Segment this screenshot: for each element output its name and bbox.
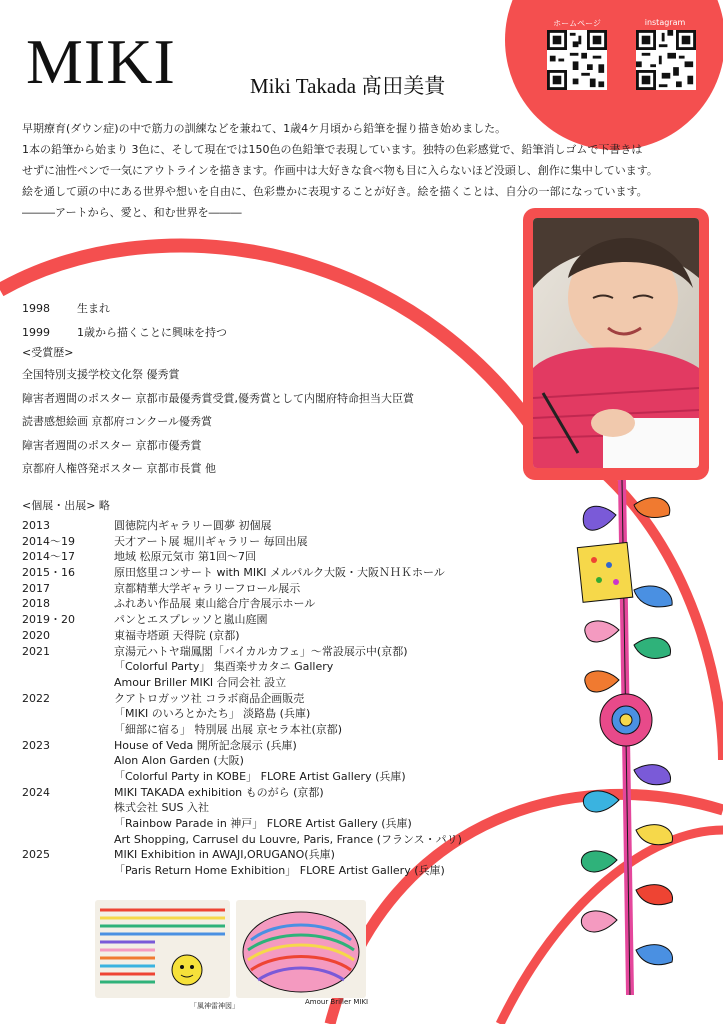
instagram-qr-code[interactable] bbox=[636, 30, 696, 90]
event: 東福寺塔頭 天得院 (京都) bbox=[114, 628, 240, 642]
event: パンとエスプレッソと嵐山庭園 bbox=[114, 613, 268, 627]
event: 京湯元ハトヤ瑞鳳閣「バイカルカフェ」〜常設展示中(京都) bbox=[114, 644, 408, 658]
year bbox=[22, 706, 114, 722]
qr-icon bbox=[636, 30, 696, 90]
table-row bbox=[22, 549, 462, 565]
event: House of Veda 開所記念展示 (兵庫) bbox=[114, 738, 297, 752]
year bbox=[22, 722, 114, 738]
intro-motto: ―――アートから、愛と、和む世界を――― bbox=[22, 206, 242, 219]
table-row bbox=[22, 675, 462, 691]
list-item bbox=[22, 296, 227, 320]
artist-name: Miki Takada 髙田美貴 bbox=[250, 74, 446, 98]
event: 地域 松原元気市 第1回〜7回 bbox=[114, 550, 256, 564]
year bbox=[22, 753, 114, 769]
table-row bbox=[22, 628, 462, 644]
event: クアトロガッツ社 コラボ商品企画販売 bbox=[114, 691, 305, 705]
page-title: MIKI bbox=[26, 26, 176, 97]
artwork-caption: Amour Briller MIKI bbox=[305, 998, 369, 1006]
intro-line: せずに油性ペンで一気にアウトラインを描きます。作画中は大好きな食べ物も目に入らないほど没頭し、創作に集中しています。 bbox=[22, 164, 658, 177]
event: 1歳から描くことに興味を持つ bbox=[77, 326, 227, 339]
award-item: 読書感想絵画 京都府コンクール優秀賞 bbox=[22, 415, 213, 428]
table-row bbox=[22, 612, 462, 628]
year bbox=[22, 675, 114, 691]
table-row bbox=[22, 706, 462, 722]
year: 2018 bbox=[22, 597, 50, 611]
event: 株式会社 SUS 入社 bbox=[114, 801, 210, 815]
table-row bbox=[22, 581, 462, 597]
early-years bbox=[22, 296, 227, 344]
award-item: 京都府人権啓発ポスター 京都市長賞 他 bbox=[22, 462, 216, 475]
year: 2015・16 bbox=[22, 566, 75, 580]
event: 「MIKI のいろとかたち」 淡路島 (兵庫) bbox=[114, 707, 311, 721]
intro-line: 絵を通して頭の中にある世界や想いを自由に、色彩豊かに表現することが好き。絵を描くことは、自分の一部になっています。 bbox=[22, 185, 648, 198]
table-row bbox=[22, 518, 462, 534]
exhibitions-list bbox=[22, 518, 462, 879]
award-item: 障害者週間のポスター 京都市最優秀賞受賞,優秀賞として内閣府特命担当大臣賞 bbox=[22, 391, 414, 405]
year: 2014〜19 bbox=[22, 534, 75, 548]
year: 2024 bbox=[22, 785, 50, 799]
intro-line: 早期療育(ダウン症)の中で筋力の訓練などを兼ねて、1歳4ケ月頃から鉛筆を握り描き始めました。 bbox=[22, 122, 507, 135]
exhibitions-heading: <個展・出展> 略 bbox=[22, 499, 110, 512]
artwork-amour-briller bbox=[236, 900, 366, 998]
year bbox=[22, 769, 114, 785]
table-row bbox=[22, 565, 462, 581]
year: 2021 bbox=[22, 644, 50, 658]
event: Amour Briller MIKI 合同会社 設立 bbox=[114, 675, 287, 689]
qr-icon bbox=[547, 30, 607, 90]
qr-instagram-label: instagram bbox=[644, 18, 686, 27]
table-row bbox=[22, 863, 462, 879]
table-row bbox=[22, 847, 462, 863]
artwork-fujin-raijin bbox=[95, 900, 230, 998]
artwork-caption: 「風神雷神図」 bbox=[190, 1002, 239, 1010]
table-row bbox=[22, 596, 462, 612]
event: ふれあい作品展 東山総合庁舎展示ホール bbox=[114, 597, 316, 611]
year: 2020 bbox=[22, 628, 50, 642]
year: 2014〜17 bbox=[22, 550, 75, 564]
homepage-qr-code[interactable] bbox=[547, 30, 607, 90]
table-row bbox=[22, 816, 462, 832]
table-row bbox=[22, 534, 462, 550]
year bbox=[22, 800, 114, 816]
event: 天才アート展 堀川ギャラリー 毎回出展 bbox=[114, 534, 308, 548]
event: Art Shopping, Carrusel du Louvre, Paris, France (フランス・パリ) bbox=[114, 832, 462, 846]
award-item: 全国特別支援学校文化祭 優秀賞 bbox=[22, 368, 180, 381]
intro-line: 1本の鉛筆から始まり 3色に、そして現在では150色の色鉛筆で表現しています。独特の色彩感覚で、鉛筆消しゴムで下書きは bbox=[22, 143, 643, 156]
tall-artwork bbox=[574, 480, 684, 1000]
event: 原田悠里コンサート with MIKI メルパルク大阪・大阪ＮＨＫホール bbox=[114, 566, 445, 580]
artist-photo bbox=[533, 218, 699, 468]
event: 京都精華大学ギャラリーフロール展示 bbox=[114, 581, 301, 595]
table-row bbox=[22, 738, 462, 754]
event: 「Paris Return Home Exhibition」 FLORE Artist Gallery (兵庫) bbox=[114, 864, 445, 878]
year bbox=[22, 659, 114, 675]
table-row bbox=[22, 785, 462, 801]
awards-list bbox=[22, 366, 414, 484]
year: 1998 bbox=[22, 301, 50, 315]
table-row bbox=[22, 832, 462, 848]
table-row bbox=[22, 769, 462, 785]
table-row bbox=[22, 753, 462, 769]
awards-heading: <受賞歴> bbox=[22, 346, 74, 359]
year: 1999 bbox=[22, 325, 50, 339]
year bbox=[22, 816, 114, 832]
table-row bbox=[22, 722, 462, 738]
year: 2019・20 bbox=[22, 613, 75, 627]
event: MIKI TAKADA exhibition ものがら (京都) bbox=[114, 785, 324, 799]
list-item bbox=[22, 320, 227, 344]
event: 「Rainbow Parade in 神戸」 FLORE Artist Gallery (兵庫) bbox=[114, 817, 412, 831]
event: 「Colorful Party in KOBE」 FLORE Artist Gallery (兵庫) bbox=[114, 770, 406, 783]
event: 圓徳院内ギャラリー圓夢 初個展 bbox=[114, 519, 272, 532]
table-row bbox=[22, 800, 462, 816]
year: 2017 bbox=[22, 581, 50, 595]
event: 「細部に宿る」 特別展 出展 京セラ本社(京都) bbox=[114, 722, 343, 736]
year bbox=[22, 863, 114, 879]
event: Alon Alon Garden (大阪) bbox=[114, 754, 244, 768]
table-row bbox=[22, 659, 462, 675]
table-row bbox=[22, 644, 462, 660]
year: 2013 bbox=[22, 519, 50, 532]
event: MIKI Exhibition in AWAJI,ORUGANO(兵庫) bbox=[114, 848, 335, 862]
event: 生まれ bbox=[77, 302, 110, 315]
event: 「Colorful Party」 集酉楽サカタニ Gallery bbox=[114, 660, 334, 674]
award-item: 障害者週間のポスター 京都市優秀賞 bbox=[22, 438, 202, 452]
year: 2023 bbox=[22, 738, 50, 752]
year: 2022 bbox=[22, 691, 50, 705]
qr-home-label: ホームページ bbox=[553, 19, 601, 28]
year: 2025 bbox=[22, 848, 50, 862]
table-row bbox=[22, 691, 462, 707]
year bbox=[22, 832, 114, 848]
